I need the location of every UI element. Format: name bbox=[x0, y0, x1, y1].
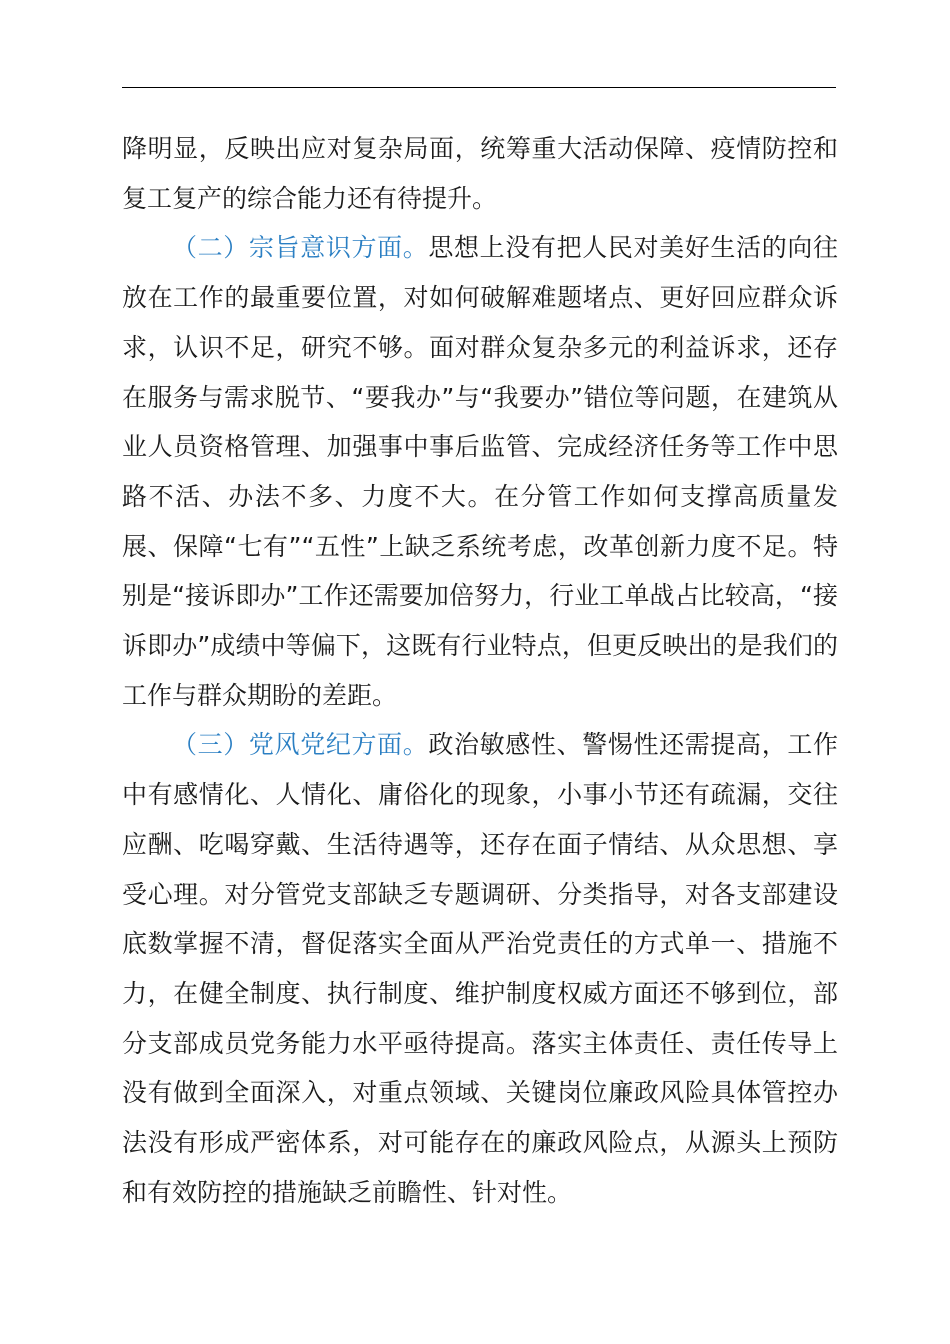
paragraph-text: 政治敏感性、警惕性还需提高，工作中有感情化、人情化、庸俗化的现象，小事小节还有疏漏，交往应酬、吃喝穿戴、生活待遇等，还存在面子情结、从众思想、享受心理。对分管党支部缺乏专题调研、分类指导，对各支部建设底数掌握不清，督促落实全面从严治党责任的方式单一、措施不力，在健全制度、执行制度、维护制度权威方面还不够到位，部分支部成员党务能力水平亟待提高。落实主体责任、责任传导上没有做到全面深入，对重点领域、关键岗位廉政风险具体管控办法没有形成严密体系，对可能存在的廉政风险点，从源头上预防和有效防控的措施缺乏前瞻性、针对性。 bbox=[122, 730, 838, 1207]
section-heading: （三）党风党纪方面。 bbox=[172, 730, 429, 760]
paragraph-text: 思想上没有把人民对美好生活的向往放在工作的最重要位置，对如何破解难题堵点、更好回应群众诉求，认识不足，研究不够。面对群众复杂多元的利益诉求，还存在服务与需求脱节、“要我办”与“我要办”错位等问题，在建筑从业人员资格管理、加强事中事后监管、完成经济任务等工作中思路不活、办法不多、力度不大。在分管工作如何支撑高质量发展、保障“七有”“五性”上缺乏系统考虑，改革创新力度不足。特别是“接诉即办”工作还需要加倍努力，行业工单战占比较高，“接诉即办”成绩中等偏下，这既有行业特点，但更反映出的是我们的工作与群众期盼的差距。 bbox=[122, 233, 838, 710]
section-heading: （二）宗旨意识方面。 bbox=[172, 233, 429, 263]
document-body bbox=[122, 124, 838, 1217]
paragraph-purpose-awareness bbox=[122, 223, 838, 720]
header-rule bbox=[122, 87, 836, 88]
paragraph-continuation bbox=[122, 124, 838, 223]
paragraph-party-discipline bbox=[122, 720, 838, 1217]
paragraph-text: 降明显，反映出应对复杂局面，统筹重大活动保障、疫情防控和复工复产的综合能力还有待提升。 bbox=[122, 134, 838, 213]
